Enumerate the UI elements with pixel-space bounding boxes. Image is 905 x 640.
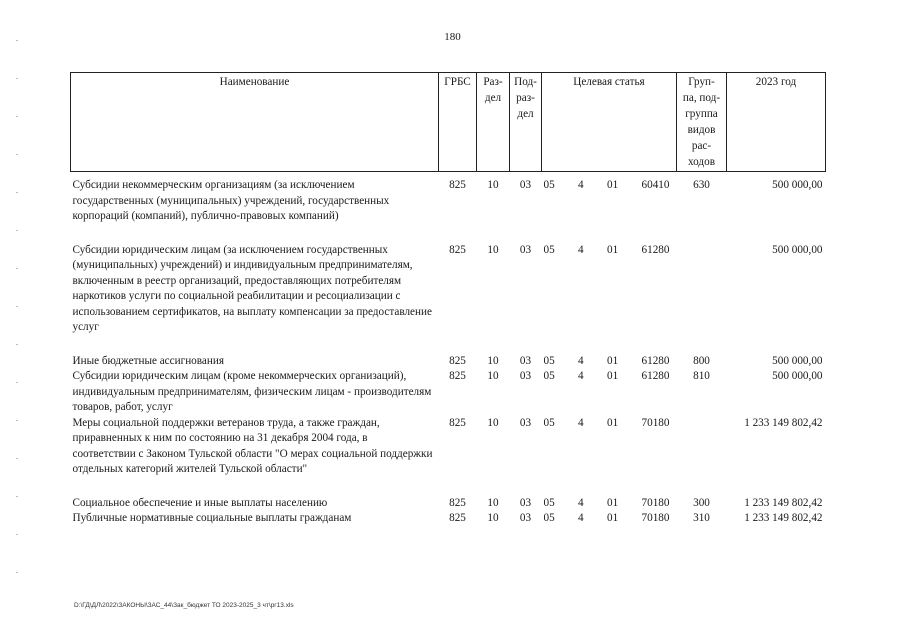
cell-target bbox=[542, 354, 677, 370]
target-program: 05 bbox=[543, 512, 555, 524]
cell-grbs: 825 bbox=[449, 512, 466, 524]
cell-amount: 500 000,00 bbox=[772, 243, 823, 256]
target-code: 70180 bbox=[641, 496, 670, 509]
cell-group: 310 bbox=[693, 512, 710, 524]
cell-section: 10 bbox=[487, 354, 499, 367]
cell-section: 10 bbox=[487, 243, 499, 256]
cell-subsection: 03 bbox=[519, 496, 532, 509]
target-type: 4 bbox=[578, 179, 584, 191]
cell-grbs: 825 bbox=[449, 370, 466, 382]
cell-name: Иные бюджетные ассигнования bbox=[72, 354, 224, 367]
cell-grbs: 825 bbox=[449, 243, 466, 256]
table-row bbox=[71, 496, 826, 512]
cell-subsection: 03 bbox=[519, 512, 532, 524]
target-sub: 01 bbox=[606, 179, 619, 191]
col-header-subsection: Под- раз- дел bbox=[510, 73, 542, 172]
cell-grbs: 825 bbox=[449, 416, 466, 429]
col-header-name: Наименование bbox=[71, 73, 439, 172]
budget-table-sheet bbox=[70, 72, 825, 527]
cell-target bbox=[542, 511, 677, 527]
cell-group: 810 bbox=[693, 370, 710, 382]
target-program: 05 bbox=[543, 179, 555, 191]
cell-name: Публичные нормативные социальные выплаты гражданам bbox=[72, 512, 352, 524]
cell-group: 800 bbox=[693, 354, 710, 367]
cell-amount: 500 000,00 bbox=[772, 370, 823, 382]
target-program: 05 bbox=[543, 370, 555, 382]
target-program: 05 bbox=[543, 354, 555, 367]
cell-name: Социальное обеспечение и иные выплаты населению bbox=[72, 496, 328, 509]
table-row bbox=[71, 369, 826, 416]
scan-margin-marks bbox=[16, 40, 18, 580]
cell-subsection: 03 bbox=[519, 243, 532, 256]
cell-target bbox=[542, 496, 677, 512]
target-code: 70180 bbox=[641, 416, 670, 429]
target-type: 4 bbox=[578, 512, 584, 524]
target-sub: 01 bbox=[606, 243, 619, 256]
cell-target bbox=[542, 178, 677, 225]
table-row bbox=[71, 511, 826, 527]
cell-amount: 1 233 149 802,42 bbox=[744, 416, 823, 429]
cell-section: 10 bbox=[487, 416, 499, 429]
col-header-grbs: ГРБС bbox=[439, 73, 477, 172]
cell-amount: 1 233 149 802,42 bbox=[744, 512, 823, 524]
budget-table bbox=[70, 72, 826, 527]
cell-amount: 500 000,00 bbox=[772, 179, 823, 191]
cell-name: Субсидии некоммерческим организациям (за исключением государственных (муниципальных) учреждений, государственных корпораций (компаний), публично-правовых компаний) bbox=[72, 179, 390, 222]
cell-section: 10 bbox=[487, 179, 499, 191]
table-row bbox=[71, 178, 826, 225]
target-type: 4 bbox=[578, 416, 584, 429]
target-type: 4 bbox=[578, 354, 584, 367]
cell-target bbox=[542, 369, 677, 416]
cell-name: Меры социальной поддержки ветеранов труда, а также граждан, приравненных к ним по состоянию на 31 декабря 2004 года, в соответствии с Законом Тульской области "О мерах социальной поддержки отдельных категорий жителей Тульской области" bbox=[72, 416, 433, 475]
cell-section: 10 bbox=[487, 370, 499, 382]
target-sub: 01 bbox=[606, 370, 619, 382]
target-type: 4 bbox=[578, 243, 584, 256]
cell-subsection: 03 bbox=[519, 416, 532, 429]
table-row bbox=[71, 354, 826, 370]
cell-section: 10 bbox=[487, 496, 499, 509]
target-program: 05 bbox=[543, 416, 555, 429]
cell-subsection: 03 bbox=[519, 179, 532, 191]
target-code: 60410 bbox=[641, 179, 670, 191]
target-sub: 01 bbox=[606, 354, 619, 367]
cell-section: 10 bbox=[487, 512, 499, 524]
table-body bbox=[71, 172, 826, 527]
table-row bbox=[71, 243, 826, 336]
cell-grbs: 825 bbox=[449, 179, 466, 191]
target-code: 70180 bbox=[641, 512, 670, 524]
target-sub: 01 bbox=[606, 512, 619, 524]
col-header-year: 2023 год bbox=[727, 73, 826, 172]
cell-target bbox=[542, 416, 677, 478]
col-header-expense-group: Груп- па, под- группа видов рас- ходов bbox=[677, 73, 727, 172]
table-header-row bbox=[71, 73, 826, 172]
table-row bbox=[71, 416, 826, 478]
cell-subsection: 03 bbox=[519, 370, 532, 382]
target-code: 61280 bbox=[641, 243, 670, 256]
col-header-section: Раз- дел bbox=[477, 73, 510, 172]
cell-group bbox=[677, 243, 727, 336]
target-type: 4 bbox=[578, 496, 584, 509]
file-path-footer: D:\ГД\ДЛ\2022\ЗАКОНЫ\ЗАС_44\Зак_бюджет ТО 2023-2025_3 чт\рг13.xls bbox=[74, 602, 294, 609]
cell-group: 630 bbox=[693, 179, 710, 191]
cell-amount: 1 233 149 802,42 bbox=[744, 496, 823, 509]
target-sub: 01 bbox=[606, 496, 619, 509]
target-type: 4 bbox=[578, 370, 584, 382]
cell-name: Субсидии юридическим лицам (за исключением государственных (муниципальных) учреждений) и индивидуальным предпринимателям, включенным в реестр организаций, предоставляющих потребителям наркотиков услуги по социальной реабилитации и ресоциализации с использованием сертификатов, на выплату компенсации за предоставление услуг bbox=[72, 243, 432, 333]
cell-group: 300 bbox=[693, 496, 710, 509]
target-program: 05 bbox=[543, 243, 555, 256]
cell-subsection: 03 bbox=[519, 354, 532, 367]
col-header-target: Целевая статья bbox=[542, 73, 677, 172]
cell-grbs: 825 bbox=[449, 354, 466, 367]
target-code: 61280 bbox=[641, 354, 670, 367]
cell-group bbox=[677, 416, 727, 478]
cell-amount: 500 000,00 bbox=[772, 354, 823, 367]
page-number: 180 bbox=[444, 31, 461, 43]
target-program: 05 bbox=[543, 496, 555, 509]
target-sub: 01 bbox=[606, 416, 619, 429]
cell-target bbox=[542, 243, 677, 336]
cell-grbs: 825 bbox=[449, 496, 466, 509]
cell-name: Субсидии юридическим лицам (кроме некоммерческих организаций), индивидуальным предпринимателям, физическим лицам - производителям товаров, работ, услуг bbox=[72, 370, 432, 413]
target-code: 61280 bbox=[641, 370, 670, 382]
